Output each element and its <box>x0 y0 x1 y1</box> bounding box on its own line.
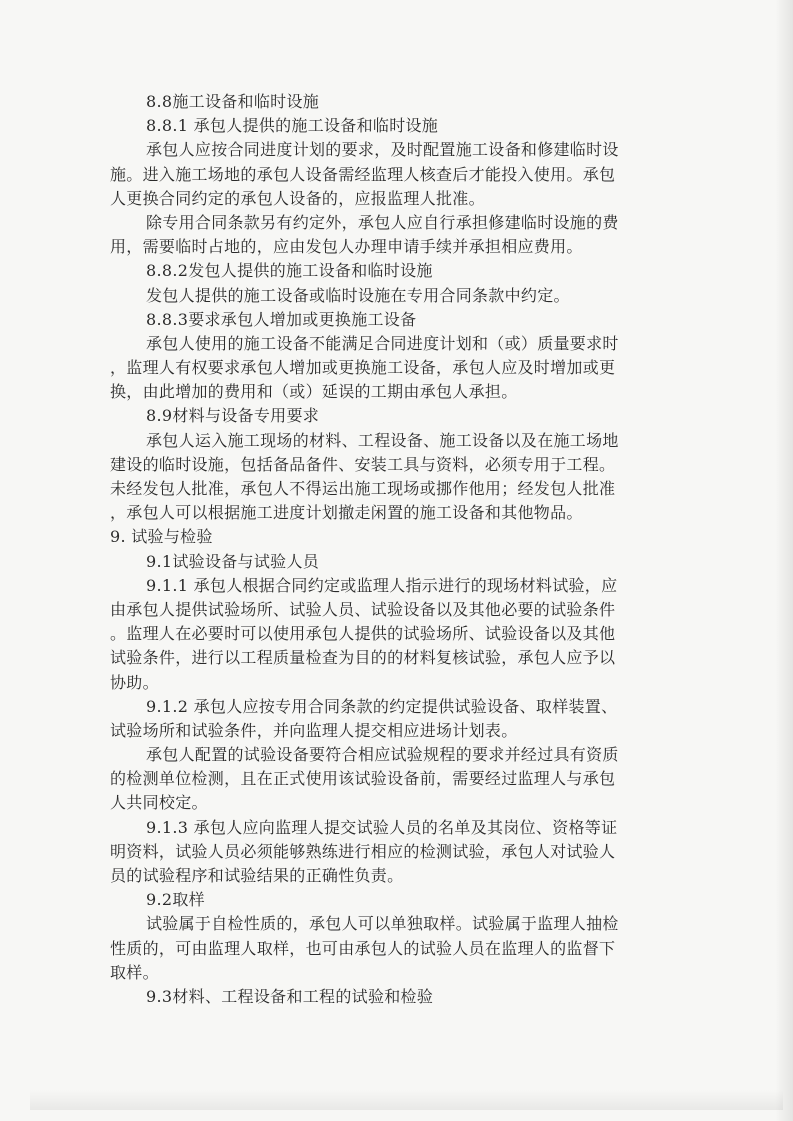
text-line: 发包人提供的施工设备或临时设施在专用合同条款中约定。 <box>146 285 570 305</box>
text-line: 9.1.2 承包人应按专用合同条款的约定提供试验设备、取样装置、 <box>146 696 618 716</box>
text-line: 由承包人提供试验场所、试验人员、试验设备以及其他必要的试验条件 <box>110 599 616 619</box>
text-line: 取样。 <box>110 962 159 982</box>
text-line: ，承包人可以根据施工进度计划撤走闲置的施工设备和其他物品。 <box>110 503 583 523</box>
text-line: 人更换合同约定的承包人设备的，应报监理人批准。 <box>110 188 485 208</box>
page-bottom-edge <box>30 1090 783 1110</box>
text-line: 8.9材料与设备专用要求 <box>146 406 320 426</box>
text-line: 协助。 <box>110 672 159 692</box>
text-line: 建设的临时设施，包括备品备件、安装工具与资料，必须专用于工程。 <box>110 454 616 474</box>
text-line: 8.8.2发包人提供的施工设备和临时设施 <box>146 261 433 281</box>
text-line: 性质的，可由监理人取样，也可由承包人的试验人员在监理人的监督下 <box>110 938 616 958</box>
document-body <box>110 90 700 1009</box>
text-line: 的检测单位检测，且在正式使用该试验设备前，需要经过监理人与承包 <box>110 769 616 789</box>
text-line: 明资料，试验人员必须能够熟练进行相应的检测试验，承包人对试验人 <box>110 841 616 861</box>
text-line: 试验属于自检性质的，承包人可以单独取样。试验属于监理人抽检 <box>146 914 619 934</box>
text-line: 承包人配置的试验设备要符合相应试验规程的要求并经过具有资质 <box>146 745 619 765</box>
text-line: 9. 试验与检验 <box>110 527 213 547</box>
text-line: 除专用合同条款另有约定外，承包人应自行承担修建临时设施的费 <box>146 212 619 232</box>
text-line: 试验场所和试验条件，并向监理人提交相应进场计划表。 <box>110 720 518 740</box>
text-line: 承包人运入施工现场的材料、工程设备、施工设备以及在施工场地 <box>146 430 619 450</box>
text-line: 8.8.3要求承包人增加或更换施工设备 <box>146 309 417 329</box>
text-line: 9.1.3 承包人应向监理人提交试验人员的名单及其岗位、资格等证 <box>146 817 618 837</box>
text-line: 试验条件，进行以工程质量检查为目的的材料复核试验，承包人应予以 <box>110 648 616 668</box>
text-line: ，监理人有权要求承包人增加或更换施工设备，承包人应及时增加或更 <box>110 358 616 378</box>
text-line: 承包人使用的施工设备不能满足合同进度计划和（或）质量要求时 <box>146 333 619 353</box>
text-line: 8.8施工设备和临时设施 <box>146 92 320 111</box>
text-line: 9.1试验设备与试验人员 <box>146 551 320 571</box>
text-line: 9.2取样 <box>146 890 205 910</box>
text-line: 承包人应按合同进度计划的要求，及时配置施工设备和修建临时设 <box>146 140 619 160</box>
text-line: 9.1.1 承包人根据合同约定或监理人指示进行的现场材料试验，应 <box>146 575 618 595</box>
text-line: 9.3材料、工程设备和工程的试验和检验 <box>146 986 434 1006</box>
text-line: 8.8.1 承包人提供的施工设备和临时设施 <box>146 116 439 136</box>
text-line: 人共同校定。 <box>110 793 208 813</box>
text-line: 换，由此增加的费用和（或）延误的工期由承包人承担。 <box>110 382 518 402</box>
text-line: 。监理人在必要时可以使用承包人提供的试验场所、试验设备以及其他 <box>110 624 616 644</box>
text-line: 施。进入施工场地的承包人设备需经监理人核查后才能投入使用。承包 <box>110 164 616 184</box>
text-line: 用，需要临时占地的，应由发包人办理申请手续并承担相应费用。 <box>110 237 583 257</box>
page-edge-shadow <box>775 0 793 1121</box>
text-line: 未经发包人批准，承包人不得运出施工现场或挪作他用；经发包人批准 <box>110 479 616 498</box>
text-line: 员的试验程序和试验结果的正确性负责。 <box>110 866 404 885</box>
